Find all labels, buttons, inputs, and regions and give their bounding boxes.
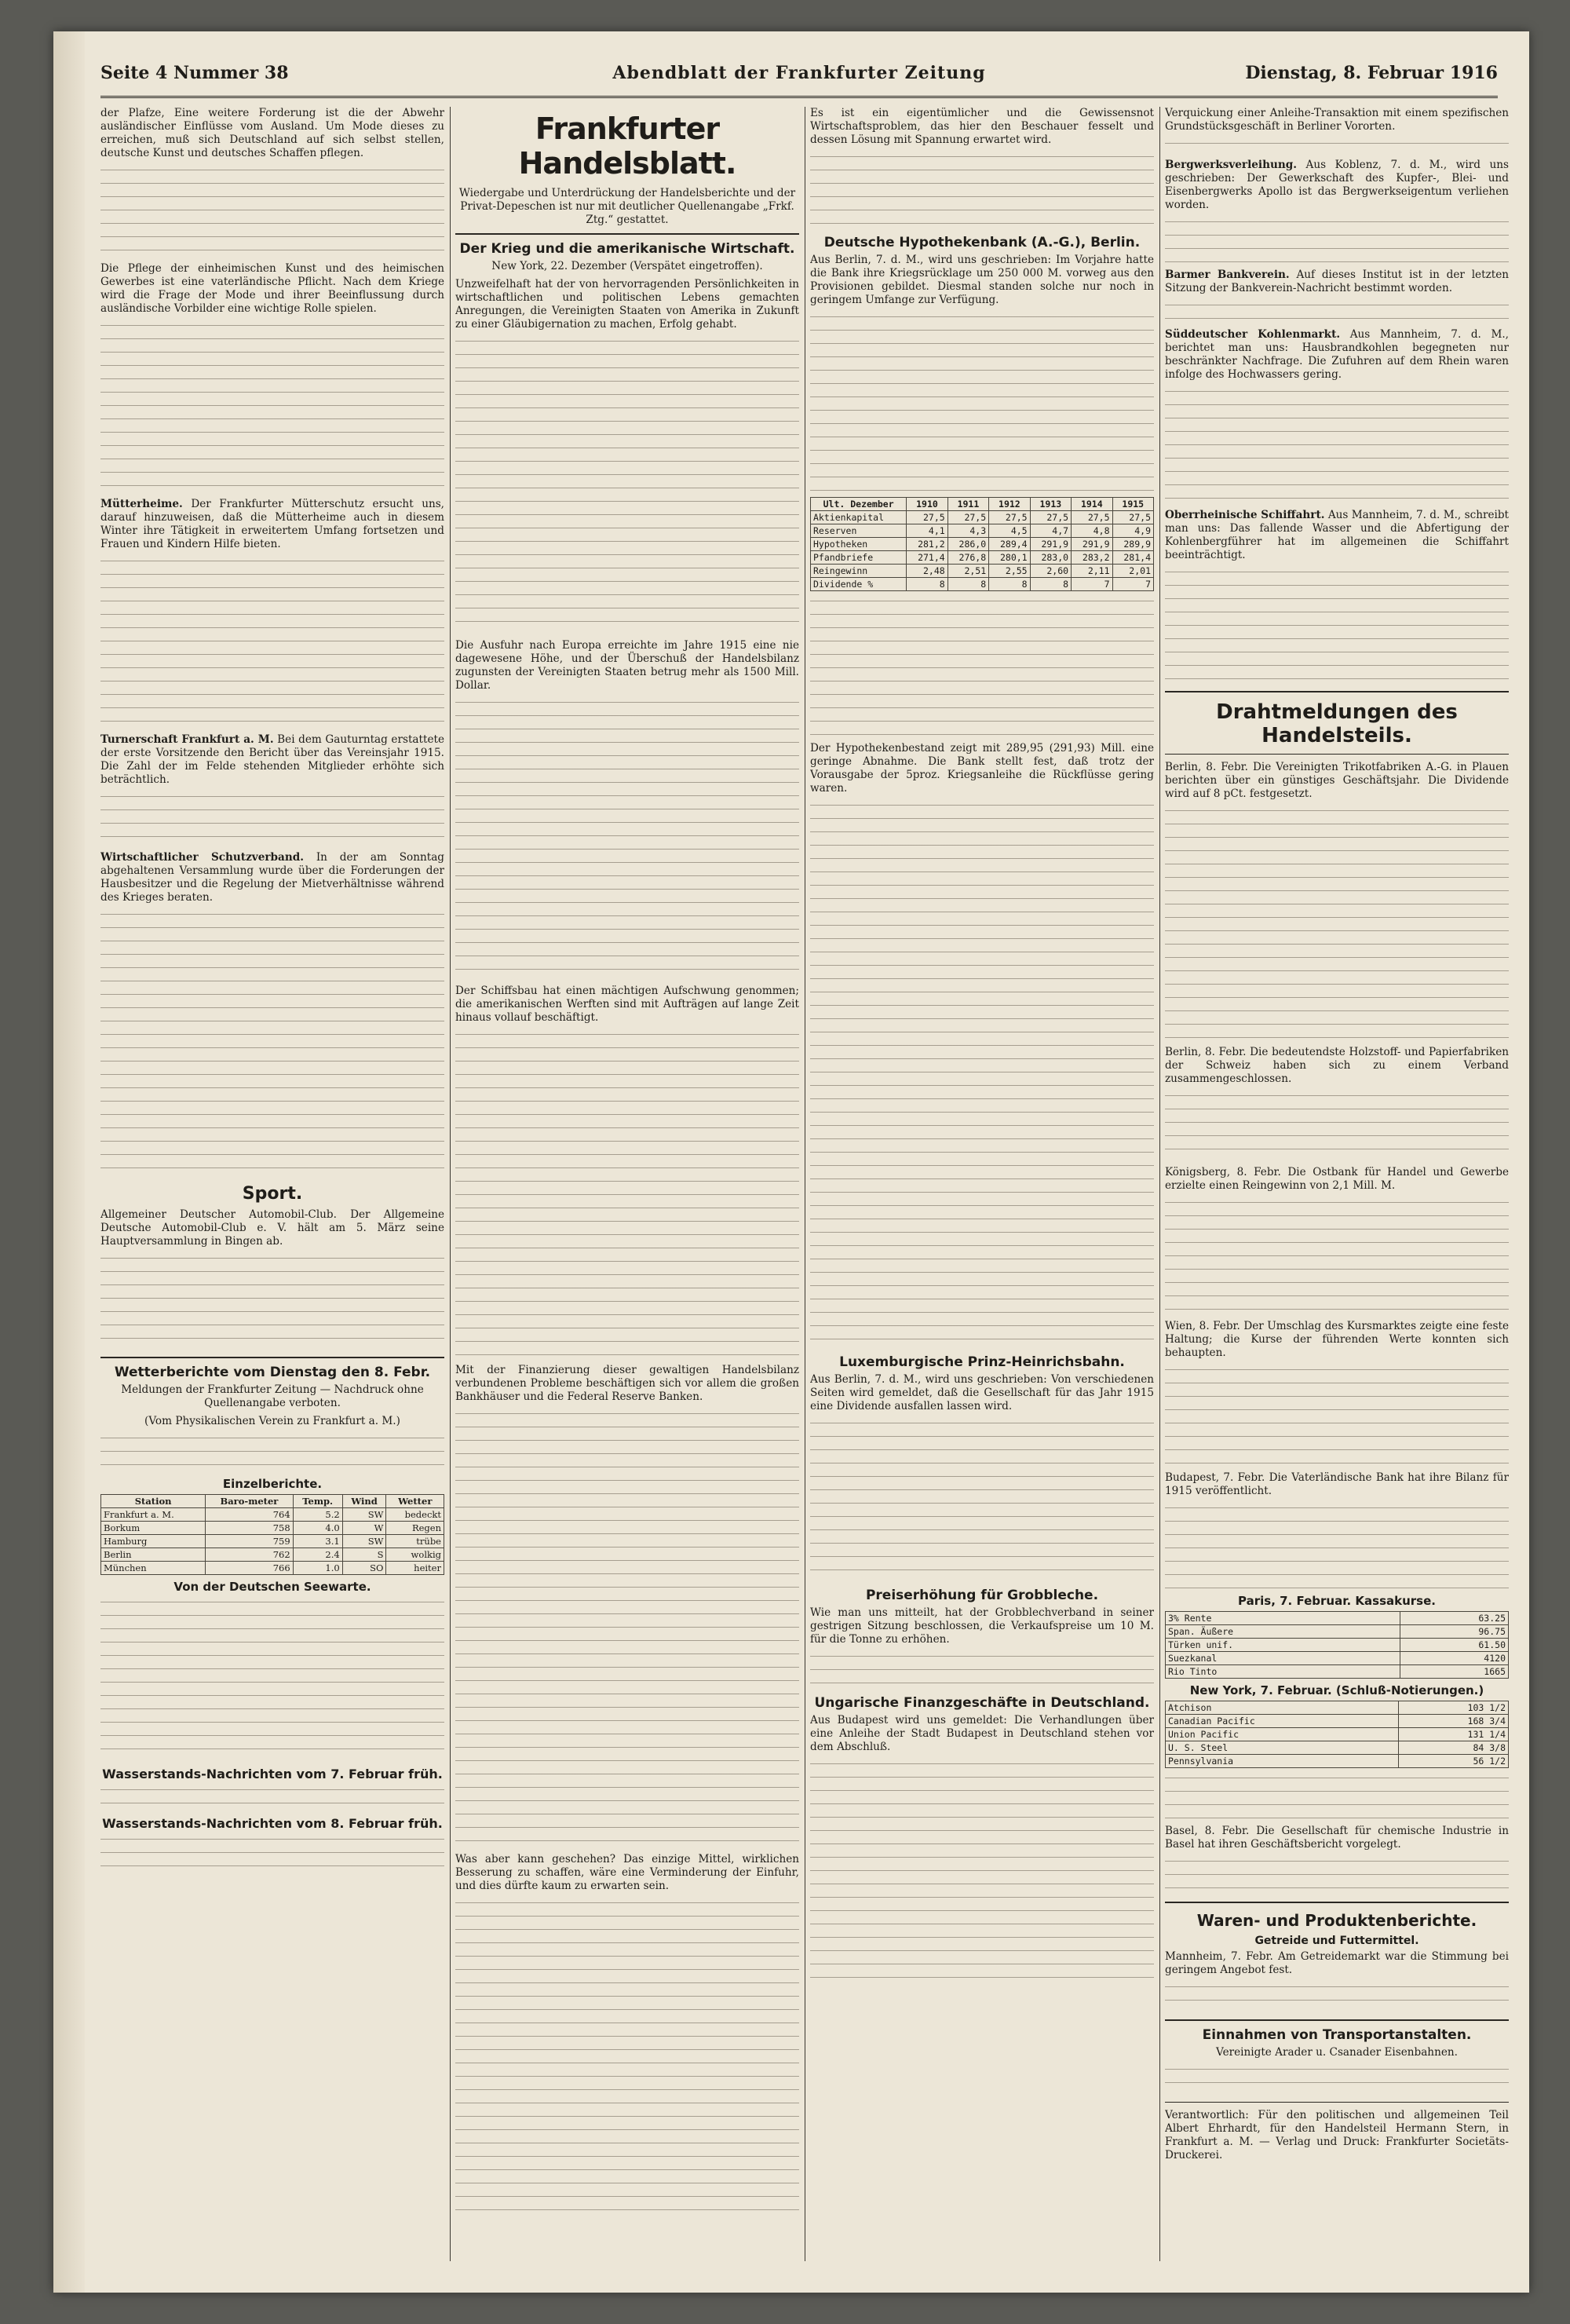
table-row: Pfandbriefe 271,4 276,8 280,1 283,0 283,2 281,4 <box>811 551 1154 565</box>
paragraph: Es ist ein eigentümlicher und die Gewissensnot Wirtschaftsproblem, das hier den Beschauer fesselt und dessen Lösung mit Spannung erwartet wird. <box>810 107 1154 146</box>
column-1 <box>100 107 444 2261</box>
telegram: Basel, 8. Febr. Die Gesellschaft für chemische Industrie in Basel hat ihren Geschäftsbericht vorgelegt. <box>1165 1825 1509 1851</box>
masthead <box>100 55 1498 98</box>
weather-table: Station Baro-meter Temp. Wind Wetter Frankfurt a. M. 764 5.2 SW bedeckt Borkum 758 4.0 W Regen Hamburg 759 3.1 SW trübe Berlin 762 2.4 S wolkig München 766 1.0 SO heiter <box>100 1494 444 1575</box>
paris-table <box>1165 1611 1509 1679</box>
telegram: Berlin, 8. Febr. Die bedeutendste Holzstoff- und Papierfabriken der Schweiz haben sich zu einem Verband zusammengeschlossen. <box>1165 1046 1509 1085</box>
column-2 <box>455 107 799 2261</box>
section-schutzverband: Wirtschaftlicher Schutzverband. In der am Sonntag abgehaltenen Versammlung wurde über die Forderungen der Hausbesitzer und die Regelung der Mietverhältnisse während des Krieges beraten. <box>100 851 444 904</box>
section-kohlenmarkt: Süddeutscher Kohlenmarkt. Aus Mannheim, 7. d. M., berichtet man uns: Hausbrandkohlen begegneten nur beschränkter Nachfrage. Die Zufuhren auf dem Rhein waren infolge des Hochwassers gering. <box>1165 328 1509 381</box>
table-row: Berlin 762 2.4 S wolkig <box>101 1548 444 1562</box>
section-title: Ungarische Finanzgeschäfte in Deutschland. <box>814 1695 1150 1711</box>
paragraph: Verquickung einer Anleihe-Transaktion mit einem spezifischen Grundstücksgeschäft in Berliner Vororten. <box>1165 107 1509 133</box>
table-row: Frankfurt a. M. 764 5.2 SW bedeckt <box>101 1508 444 1522</box>
waren-heading: Waren- und Produktenberichte. <box>1196 1911 1477 1930</box>
weather-subhead: Meldungen der Frankfurter Zeitung — Nachdruck ohne Quellenangabe verboten. <box>121 1383 424 1409</box>
table-row: 3% Rente 63.25 <box>1166 1612 1509 1625</box>
table-row: U. S. Steel 84 3/8 <box>1166 1741 1509 1755</box>
paragraph: Unzweifelhaft hat der von hervorragenden Persönlichkeiten in wirtschaftlichen und politischen Lebens gemachten Anregungen, die Vereinigten Staaten von Amerika in Zukunft zu einer Gläubigernation zu machen, Erfolg gehabt. <box>455 278 799 331</box>
handelsblatt-title: Frankfurter Handelsblatt. <box>518 111 736 181</box>
wasser-heading-2: Wasserstands-Nachrichten vom 8. Februar früh. <box>102 1816 443 1831</box>
table-row: Canadian Pacific 168 3/4 <box>1166 1715 1509 1728</box>
table-row: Rio Tinto 1665 <box>1166 1665 1509 1679</box>
table-row: Reingewinn 2,48 2,51 2,55 2,60 2,11 2,01 <box>811 565 1154 578</box>
paragraph: Die Ausfuhr nach Europa erreichte im Jahre 1915 eine nie dagewesene Höhe, und der Überschuß der Handelsbilanz zugunsten der Vereinigten Staaten betrug mehr als 1500 Mill. Dollar. <box>455 639 799 692</box>
wasser-heading-1: Wasserstands-Nachrichten vom 7. Februar früh. <box>102 1767 443 1781</box>
paragraph: Aus Berlin, 7. d. M., wird uns geschrieben: Von verschiedenen Seiten wird gemeldet, daß die Gesellschaft für das Jahr 1915 eine Dividende ausfallen lassen wird. <box>810 1373 1154 1412</box>
table-row: Borkum 758 4.0 W Regen <box>101 1522 444 1535</box>
paragraph: Wie man uns mitteilt, hat der Grobblechverband in seiner gestrigen Sitzung beschlossen, die Verkaufspreise um 10 M. für die Tonne zu erhöhen. <box>810 1606 1154 1646</box>
table-row: Pennsylvania 56 1/2 <box>1166 1755 1509 1768</box>
section-bergwerk: Bergwerksverleihung. Aus Koblenz, 7. d. M., wird uns geschrieben: Der Gewerkschaft des Kupfer-, Blei- und Eisenbergwerks Apollo ist das Bergwerkseigentum verliehen worden. <box>1165 159 1509 211</box>
telegram: Wien, 8. Febr. Der Umschlag des Kursmarktes zeigte eine feste Haltung; die Kurse der führenden Werte konnten sich behaupten. <box>1165 1320 1509 1359</box>
table-row: München 766 1.0 SO heiter <box>101 1562 444 1575</box>
weather-heading: Wetterberichte vom Dienstag den 8. Febr. <box>114 1365 431 1380</box>
article-title: Der Krieg und die amerikanische Wirtschaft. <box>459 241 795 257</box>
section-mutterheime: Mütterheime. Der Frankfurter Mütterschutz ersucht uns, darauf hinzuweisen, daß die Mütterheime auch in diesem Winter ihre Tätigkeit in erweitertem Umfang fortsetzen und Frauen und Kindern Hilfe bieten. <box>100 498 444 550</box>
imprint: Verantwortlich: Für den politischen und allgemeinen Teil Albert Ehrhardt, für den Handelsteil Hermann Stern, in Frankfurt a. M. — Verlag und Druck: Frankfurter Societäts-Druckerei. <box>1165 2109 1509 2161</box>
binding-shadow <box>53 31 85 2293</box>
paragraph: Vereinigte Arader u. Csanader Eisenbahnen. <box>1216 2046 1458 2059</box>
columns <box>100 107 1509 2261</box>
table-row: Hamburg 759 3.1 SW trübe <box>101 1535 444 1548</box>
newyork-heading: New York, 7. Februar. (Schluß-Notierungen.) <box>1189 1683 1484 1697</box>
table-row: Suezkanal 4120 <box>1166 1652 1509 1665</box>
dateline: New York, 22. Dezember (Verspätet eingetroffen). <box>491 260 763 272</box>
einnahmen-heading: Einnahmen von Transportanstalten. <box>1202 2027 1472 2043</box>
column-3 <box>810 107 1154 2261</box>
newyork-table <box>1165 1701 1509 1768</box>
paragraph: Der Hypothekenbestand zeigt mit 289,95 (291,93) Mill. eine geringe Abnahme. Die Bank stellt fest, daß trotz der Vorausgabe der 5proz. Kriegsanleihe die Rückflüsse gering waren. <box>810 742 1154 795</box>
paragraph: Mit der Finanzierung dieser gewaltigen Handelsbilanz verbundenen Probleme beschäftigen sich vor allem die großen Bankhäuser und die Federal Reserve Banken. <box>455 1364 799 1403</box>
paris-heading: Paris, 7. Februar. Kassakurse. <box>1238 1594 1436 1608</box>
paragraph: Mannheim, 7. Febr. Am Getreidemarkt war die Stimmung bei geringem Angebot fest. <box>1165 1950 1509 1976</box>
table-row: Aktienkapital 27,5 27,5 27,5 27,5 27,5 27,5 <box>811 511 1154 524</box>
table-row: Hypotheken 281,2 286,0 289,4 291,9 291,9 289,9 <box>811 538 1154 551</box>
telegram: Berlin, 8. Febr. Die Vereinigten Trikotfabriken A.-G. in Plauen berichten über ein günstiges Geschäftsjahr. Die Dividende wird auf 8 pCt. festgesetzt. <box>1165 761 1509 800</box>
section-title: Luxemburgische Prinz-Heinrichsbahn. <box>839 1354 1125 1370</box>
newspaper-title: Abendblatt der Frankfurter Zeitung <box>612 63 986 83</box>
sport-heading: Sport. <box>242 1184 303 1204</box>
section-schiffahrt: Oberrheinische Schiffahrt. Aus Mannheim, 7. d. M., schreibt man uns: Das fallende Wasser und die Abfertigung der Kohlenbergführer hat im allgemeinen die Schiffahrt beeinträchtigt. <box>1165 509 1509 561</box>
section-title: Preiserhöhung für Grobbleche. <box>865 1588 1099 1603</box>
section-barmer: Barmer Bankverein. Auf dieses Institut ist in der letzten Sitzung der Bankverein-Nachricht bestimmt worden. <box>1165 269 1509 294</box>
newspaper-page <box>53 31 1529 2293</box>
telegram: Königsberg, 8. Febr. Die Ostbank für Handel und Gewerbe erzielte einen Reingewinn von 2,1 Mill. M. <box>1165 1166 1509 1192</box>
paragraph: Was aber kann geschehen? Das einzige Mittel, wirklichen Besserung zu schaffen, wäre eine Verminderung der Einfuhr, und dies dürfte kaum zu erwarten sein. <box>455 1853 799 1892</box>
paragraph: Die Pflege der einheimischen Kunst und des heimischen Gewerbes ist eine vaterländische Pflicht. Nach dem Kriege wird die Frage der Mode und ihrer Beeinflussung durch ausländische Vorbilder eine wichtige Rolle spielen. <box>100 262 444 315</box>
table-row: Reserven 4,1 4,3 4,5 4,7 4,8 4,9 <box>811 524 1154 538</box>
paragraph: Aus Berlin, 7. d. M., wird uns geschrieben: Im Vorjahre hatte die Bank ihre Kriegsrücklage um 250 000 M. vorweg aus den Provisionen gebildet. Diesmal standen solche nur noch in geringem Umfange zur Verfügung. <box>810 254 1154 306</box>
table-row: Span. Äußere 96.75 <box>1166 1625 1509 1639</box>
page-number: Seite 4 Nummer 38 <box>100 63 289 83</box>
weather-note: (Vom Physikalischen Verein zu Frankfurt a. M.) <box>144 1415 400 1427</box>
paragraph: Der Schiffsbau hat einen mächtigen Aufschwung genommen; die amerikanischen Werften sind mit Aufträgen auf lange Zeit hinaus vollauf beschäftigt. <box>455 985 799 1024</box>
table-row: Union Pacific 131 1/4 <box>1166 1728 1509 1741</box>
issue-date: Dienstag, 8. Februar 1916 <box>1245 63 1498 83</box>
telegram: Budapest, 7. Febr. Die Vaterländische Bank hat ihre Bilanz für 1915 veröffentlicht. <box>1165 1471 1509 1497</box>
column-4 <box>1165 107 1509 2261</box>
table-row: Atchison 103 1/2 <box>1166 1701 1509 1715</box>
table-row: Türken unif. 61.50 <box>1166 1639 1509 1652</box>
paragraph: Allgemeiner Deutscher Automobil-Club. Der Allgemeine Deutsche Automobil-Club e. V. hält am 5. März seine Hauptversammlung in Bingen ab. <box>100 1208 444 1248</box>
section-turnerschaft: Turnerschaft Frankfurt a. M. Bei dem Gauturntag erstattete der erste Vorsitzende den Bericht über das Vereinsjahr 1915. Die Zahl der im Felde stehenden Mitglieder erhöhte sich beträchtlich. <box>100 733 444 786</box>
einzel-heading: Einzelberichte. <box>222 1477 323 1491</box>
bank-balance-table: Ult. Dezember 1910 1911 1912 1913 1914 1915 Aktienkapital 27,5 27,5 27,5 27,5 27,5 27,5 Reserven 4,1 4,3 4,5 4,7 4,8 4,9 Hypotheken 281,2 286,0 289,4 291,9 291,9 289,9 Pfandbriefe 271,4 276,8 280,1 283,0 283,2 281,4 Reingewinn 2,48 2,51 2,55 2,60 2,11 2,01 Dividende % 8 8 8 8 7 7 <box>810 497 1154 591</box>
article-title: Deutsche Hypothekenbank (A.-G.), Berlin. <box>823 235 1141 250</box>
table-row: Dividende % 8 8 8 8 7 7 <box>811 578 1154 591</box>
paragraph: Aus Budapest wird uns gemeldet: Die Verhandlungen über eine Anleihe der Stadt Budapest in Deutschland stehen vor dem Abschluß. <box>810 1714 1154 1753</box>
paragraph: der Plafze, Eine weitere Forderung ist die der Abwehr ausländischer Einflüsse vom Ausland. Um Mode dieses zu erreichen, muß sich Deutschland auf sich selbst stellen, deutsche Kunst und deutsches Schaffen pflegen. <box>100 107 444 159</box>
handelsblatt-subtitle: Wiedergabe und Unterdrückung der Handelsberichte und der Privat-Depeschen ist nur mit deutlicher Quellenangabe „Frkf. Ztg.“ gestattet. <box>458 187 796 226</box>
drahtmeldungen-heading: Drahtmeldungen des Handelsteils. <box>1216 700 1458 747</box>
waren-subheading: Getreide und Futtermittel. <box>1254 1935 1419 1947</box>
seewarte-heading: Von der Deutschen Seewarte. <box>173 1580 371 1594</box>
